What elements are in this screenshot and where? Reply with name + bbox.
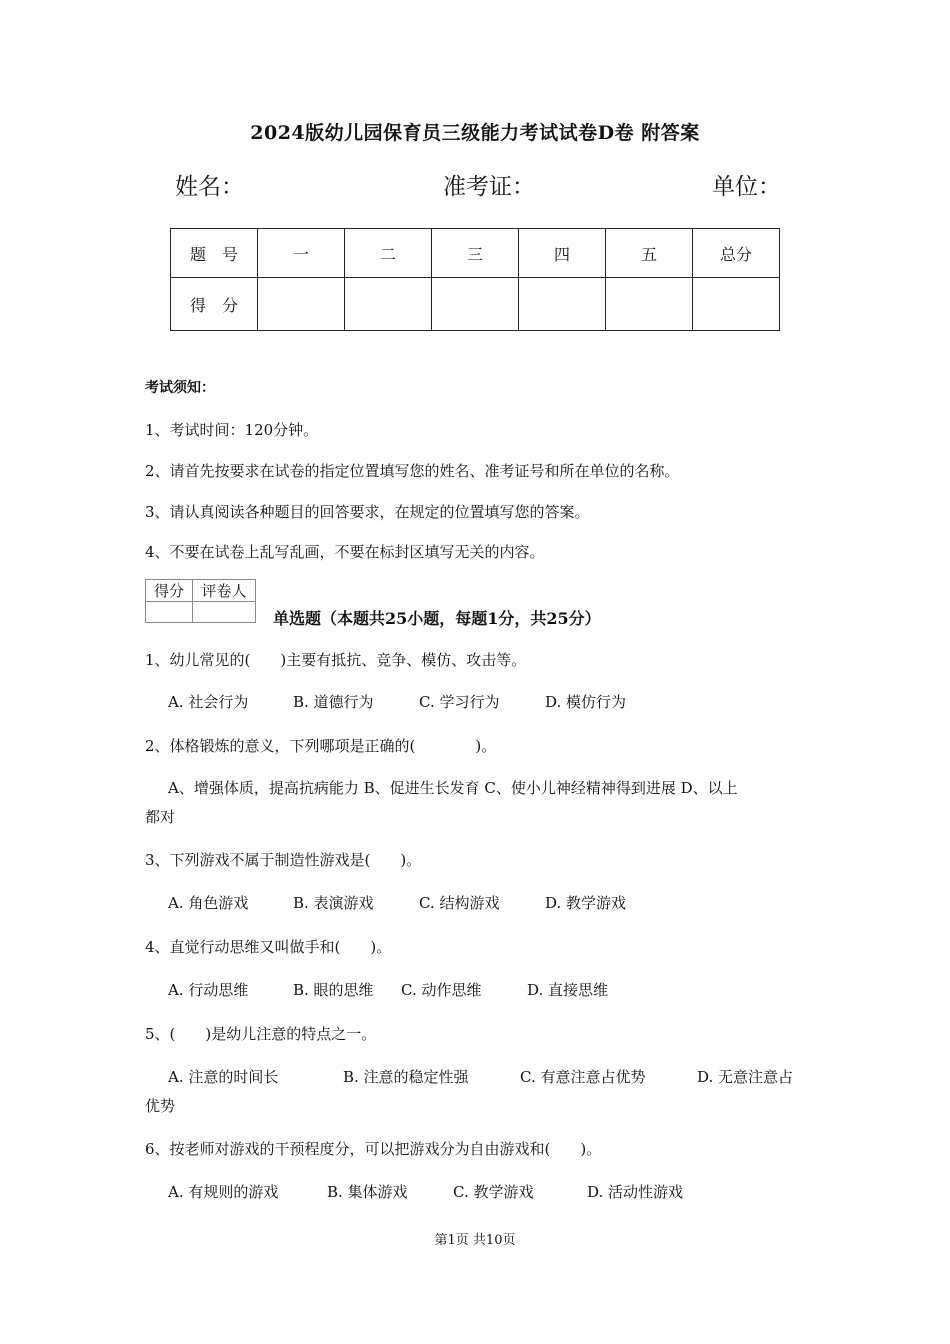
option[interactable]: A. 注意的时间长: [168, 1068, 279, 1086]
option[interactable]: B. 集体游戏: [327, 1183, 408, 1201]
option[interactable]: C. 教学游戏: [453, 1183, 534, 1201]
question-text: 6、按老师对游戏的干预程度分，可以把游戏分为自由游戏和( )。: [145, 1140, 602, 1158]
notice-item: 3、请认真阅读各种题目的回答要求，在规定的位置填写您的答案。: [145, 503, 590, 521]
question-text: 3、下列游戏不属于制造性游戏是( )。: [145, 851, 422, 869]
question-options: [168, 1181, 683, 1202]
score-table-score-row: [171, 278, 780, 331]
option[interactable]: D. 模仿行为: [545, 693, 627, 711]
option[interactable]: C. 结构游戏: [419, 894, 500, 912]
grader-box: [145, 579, 256, 623]
score-cell[interactable]: [432, 278, 519, 331]
question-options-line[interactable]: 优势: [145, 1097, 176, 1115]
score-table-header-cell: 题 号: [171, 229, 258, 278]
option[interactable]: A. 有规则的游戏: [168, 1183, 279, 1201]
name-field-label: 姓名：: [175, 174, 244, 200]
question-options: [168, 979, 608, 1000]
score-table-header-cell: 四: [519, 229, 606, 278]
score-table-header-cell: 二: [345, 229, 432, 278]
notice-item: 4、不要在试卷上乱写乱画，不要在标封区填写无关的内容。: [145, 543, 545, 561]
notice-item: 1、考试时间：120分钟。: [145, 421, 319, 439]
option[interactable]: B. 表演游戏: [293, 894, 374, 912]
page-title: 2024版幼儿园保育员三级能力考试试卷D卷 附答案: [250, 122, 700, 144]
question-options-line[interactable]: A、增强体质，提高抗病能力 B、促进生长发育 C、使小儿神经精神得到进展 D、以上: [168, 779, 738, 797]
option[interactable]: A. 行动思维: [168, 981, 249, 999]
option[interactable]: D. 活动性游戏: [587, 1183, 684, 1201]
score-cell[interactable]: [345, 278, 432, 331]
option[interactable]: B. 道德行为: [293, 693, 374, 711]
question-options: [168, 892, 626, 913]
score-row-label: 得 分: [171, 278, 258, 331]
score-cell[interactable]: [519, 278, 606, 331]
question-text: 5、( )是幼儿注意的特点之一。: [145, 1025, 377, 1043]
score-table-header-cell: 三: [432, 229, 519, 278]
option[interactable]: A. 社会行为: [168, 693, 249, 711]
score-cell[interactable]: [258, 278, 345, 331]
notice-heading: 考试须知：: [145, 380, 215, 396]
grader-score-label: 得分: [146, 580, 193, 602]
option[interactable]: D. 直接思维: [527, 981, 609, 999]
option[interactable]: D. 教学游戏: [545, 894, 627, 912]
option[interactable]: C. 动作思维: [401, 981, 482, 999]
score-table: [170, 228, 780, 331]
question-options-line[interactable]: 都对: [145, 808, 176, 826]
option[interactable]: C. 有意注意占优势: [520, 1068, 646, 1086]
score-table-header-cell: 总分: [693, 229, 780, 278]
option[interactable]: A. 角色游戏: [168, 894, 249, 912]
question-text: 1、幼儿常见的( )主要有抵抗、竞争、模仿、攻击等。: [145, 651, 527, 669]
score-table-header-row: [171, 229, 780, 278]
score-cell[interactable]: [606, 278, 693, 331]
score-cell[interactable]: [693, 278, 780, 331]
score-table-header-cell: 五: [606, 229, 693, 278]
question-options: [168, 1066, 793, 1087]
option[interactable]: C. 学习行为: [419, 693, 500, 711]
unit-field-label: 单位：: [712, 174, 781, 200]
option[interactable]: D. 无意注意占: [697, 1068, 794, 1086]
option[interactable]: B. 注意的稳定性强: [343, 1068, 469, 1086]
question-text: 4、直觉行动思维又叫做手和( )。: [145, 938, 392, 956]
question-text: 2、体格锻炼的意义，下列哪项是正确的( )。: [145, 737, 497, 755]
page-footer: 第1页 共10页: [434, 1233, 516, 1248]
option[interactable]: B. 眼的思维: [293, 981, 374, 999]
grader-reviewer-cell[interactable]: [193, 602, 256, 623]
notice-item: 2、请首先按要求在试卷的指定位置填写您的姓名、准考证号和所在单位的名称。: [145, 462, 680, 480]
score-table-header-cell: 一: [258, 229, 345, 278]
question-options: [168, 691, 626, 712]
grader-reviewer-label: 评卷人: [193, 580, 256, 602]
section-title: 单选题（本题共25小题，每题1分，共25分）: [273, 609, 601, 628]
exam-id-field-label: 准考证：: [443, 174, 535, 200]
grader-score-cell[interactable]: [146, 602, 193, 623]
